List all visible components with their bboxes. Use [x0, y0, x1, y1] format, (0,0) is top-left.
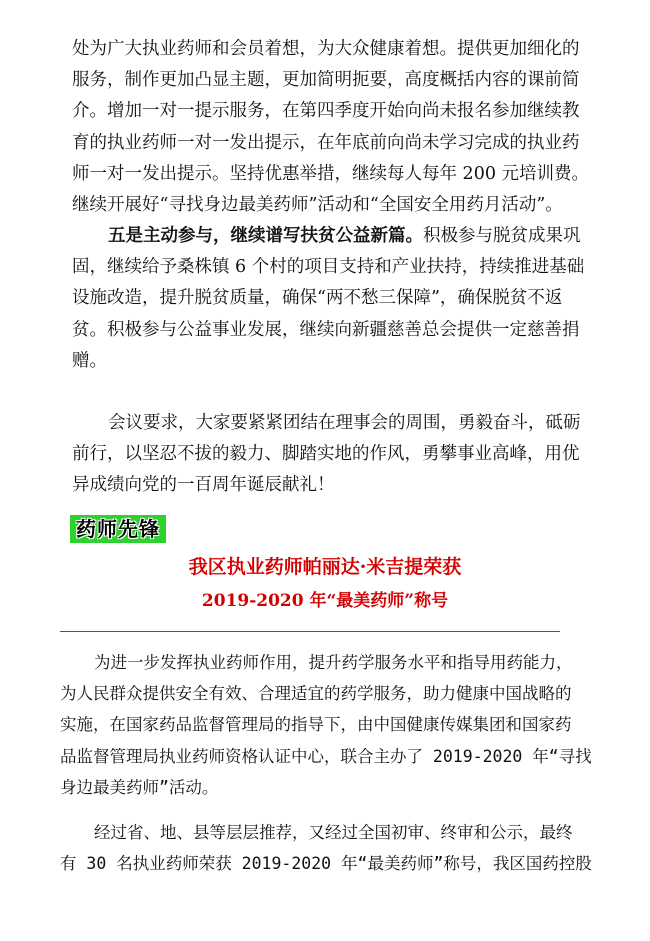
- article-headline: 我区执业药师帕丽达·米吉提荣获: [188, 556, 462, 578]
- text-line: [72, 221, 612, 252]
- text-line: 前行，以坚忍不拔的毅力、脚踏实地的作风，勇攀事业高峰，用优: [72, 444, 580, 465]
- paragraph-meeting-requirements: [72, 408, 612, 502]
- text-line: 身边最美药师”活动。: [60, 777, 219, 797]
- text-line: 实施，在国家药品监督管理局的指导下，由中国健康传媒集团和国家药: [60, 715, 572, 735]
- text-line: 品监督管理局执业药师资格认证中心，联合主办了 2019-2020 年“寻找: [60, 746, 592, 766]
- article-subheadline: 2019-2020 年“最美药师”称号: [201, 591, 449, 611]
- text-line: 育的执业药师一对一发出提示，在年底前向尚未学习完成的执业药: [72, 132, 580, 153]
- text-line: 服务，制作更加凸显主题，更加简明扼要，高度概括内容的课前简: [72, 70, 580, 91]
- text-line: 介。增加一对一提示服务，在第四季度开始向尚未报名参加继续教: [72, 101, 580, 122]
- paragraph-poverty-alleviation: [72, 221, 612, 377]
- text-fragment: 积极参与脱贫成果巩: [423, 226, 581, 246]
- text-line: 经过省、地、县等层层推荐，又经过全国初审、终审和公示，最终: [94, 823, 573, 842]
- article-paragraph-1: [60, 647, 600, 803]
- text-line: 继续开展好“寻找身边最美药师”活动和“全国安全用药月活动”。: [72, 195, 563, 216]
- text-line: 赠。: [72, 350, 107, 371]
- text-line: 师一对一发出提示。坚持优惠举措，继续每人每年 200 元培训费。: [72, 163, 590, 184]
- bold-lead: 五是主动参与，继续谱写扶贫公益新篇。: [108, 226, 423, 246]
- text-line: 贫。积极参与公益事业发展，继续向新疆慈善总会提供一定慈善捐: [72, 319, 580, 340]
- article-paragraph-2: [60, 817, 600, 879]
- text-line: 会议要求，大家要紧紧团结在理事会的周围，勇毅奋斗，砥砺: [108, 413, 581, 433]
- text-line: 有 30 名执业药师荣获 2019-2020 年“最美药师”称号，我区国药控股: [60, 854, 592, 874]
- paragraph-services: [72, 34, 612, 221]
- text-line: 处为广大执业药师和会员着想，为大众健康着想。提供更加细化的: [72, 39, 580, 59]
- text-line: 为人民群众提供安全有效、合理适宜的药学服务，助力健康中国战略的: [60, 684, 572, 704]
- text-line: 为进一步发挥执业药师作用，提升药学服务水平和指导用药能力，: [94, 653, 573, 672]
- text-line: 设施改造，提升脱贫质量，确保“两不愁三保障”，确保脱贫不返: [72, 288, 563, 309]
- section-tag: 药师先锋: [70, 515, 166, 543]
- divider-line: [60, 631, 560, 632]
- text-line: 异成绩向党的一百周年诞辰献礼！: [72, 475, 335, 496]
- text-line: 固，继续给予桑株镇 6 个村的项目支持和产业扶持，持续推进基础: [72, 257, 585, 278]
